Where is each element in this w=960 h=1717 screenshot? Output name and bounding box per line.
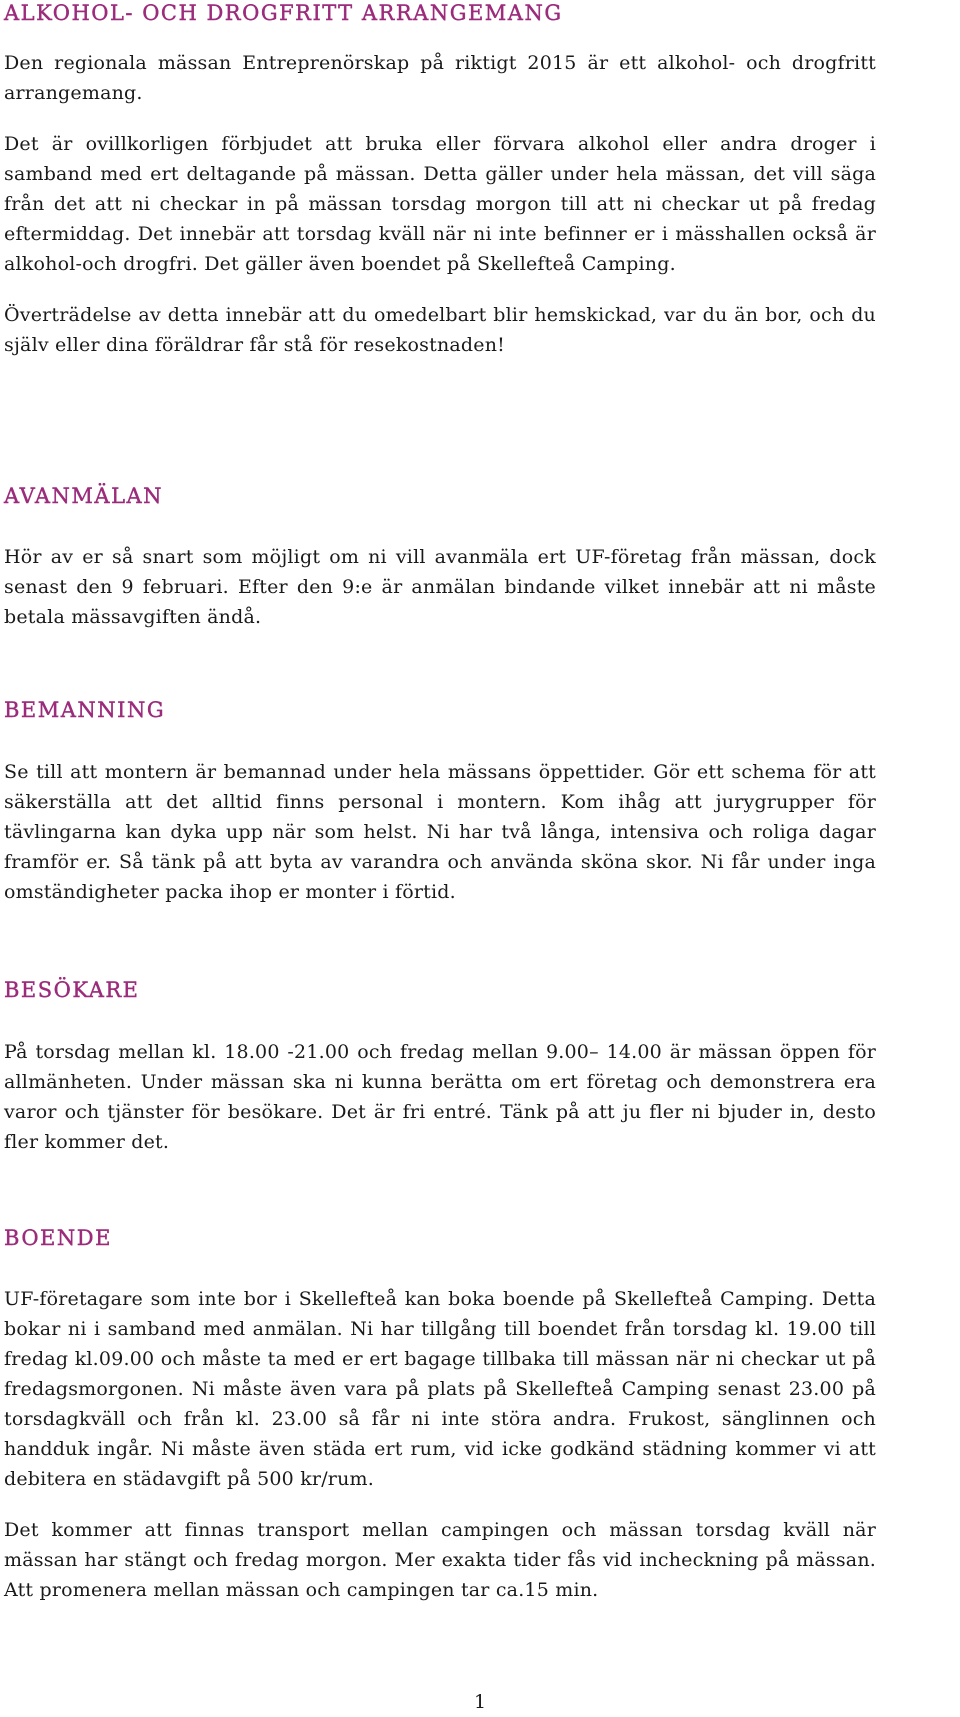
paragraph: UF-företagare som inte bor i Skellefteå kan boka boende på Skellefteå Camping. Detta bokar ni i samband med anmälan. Ni har tillgång till boendet från torsdag kl. 19.00 till fredag kl.09.00 och måste ta med er ert bagage tillbaka till mässan när ni checkar ut på fredagsmorgonen. Ni måste även vara på plats på Skellefteå Camping senast 23.00 på torsdagkväll och från kl. 23.00 så får ni inte störa andra. Frukost, sänglinnen och handduk ingår. Ni måste även städa ert rum, vid icke godkänd städning kommer vi att debitera en städavgift på 500 kr/rum.: [4, 1288, 876, 1490]
paragraph: Hör av er så snart som möjligt om ni vill avanmäla ert UF-företag från mässan, dock senast den 9 februari. Efter den 9:e är anmälan bindande vilket innebär att ni måste betala mässavgiften ändå.: [4, 546, 876, 628]
heading-alkohol-drogfritt: ALKOHOL- OCH DROGFRITT ARRANGEMANG: [4, 1, 563, 25]
section-avanmalan: [4, 483, 876, 632]
heading-besokare: BESÖKARE: [4, 978, 140, 1002]
section-alkohol-drogfritt: [4, 0, 876, 360]
paragraph: Det är ovillkorligen förbjudet att bruka eller förvara alkohol eller andra droger i samband med ert deltagande på mässan. Detta gäller under hela mässan, det vill säga från det att ni checkar in på mässan torsdag morgon till att ni checkar ut på fredag eftermiddag. Det innebär att torsdag kväll när ni inte befinner er i mässhallen också är alkohol-och drogfri. Det gäller även boendet på Skellefteå Camping.: [4, 133, 876, 275]
heading-boende: BOENDE: [4, 1226, 112, 1250]
section-boende: [4, 1225, 876, 1605]
paragraph: Det kommer att finnas transport mellan campingen och mässan torsdag kväll när mässan har stängt och fredag morgon. Mer exakta tider fås vid incheckning på mässan. Att promenera mellan mässan och campingen tar ca.15 min.: [4, 1519, 876, 1601]
paragraph: På torsdag mellan kl. 18.00 -21.00 och fredag mellan 9.00– 14.00 är mässan öppen för allmänheten. Under mässan ska ni kunna berätta om ert företag och demonstrera era varor och tjänster för besökare. Det är fri entré. Tänk på att ju fler ni bjuder in, desto fler kommer det.: [4, 1041, 876, 1153]
heading-avanmalan: AVANMÄLAN: [4, 484, 164, 508]
paragraph: Överträdelse av detta innebär att du omedelbart blir hemskickad, var du än bor, och du själv eller dina föräldrar får stå för resekostnaden!: [4, 304, 876, 356]
page-number: 1: [473, 1691, 487, 1713]
section-besokare: [4, 977, 876, 1157]
paragraph: Se till att montern är bemannad under hela mässans öppettider. Gör ett schema för att säkerställa att det alltid finns personal i montern. Kom ihåg att jurygrupper för tävlingarna kan dyka upp när som helst. Ni har två långa, intensiva och roliga dagar framför er. Så tänk på att byta av varandra och använda sköna skor. Ni får under inga omständigheter packa ihop er monter i förtid.: [4, 761, 876, 903]
paragraph: Den regionala mässan Entreprenörskap på riktigt 2015 är ett alkohol- och drogfritt arrangemang.: [4, 52, 876, 104]
section-bemanning: [4, 697, 876, 907]
heading-bemanning: BEMANNING: [4, 698, 166, 722]
